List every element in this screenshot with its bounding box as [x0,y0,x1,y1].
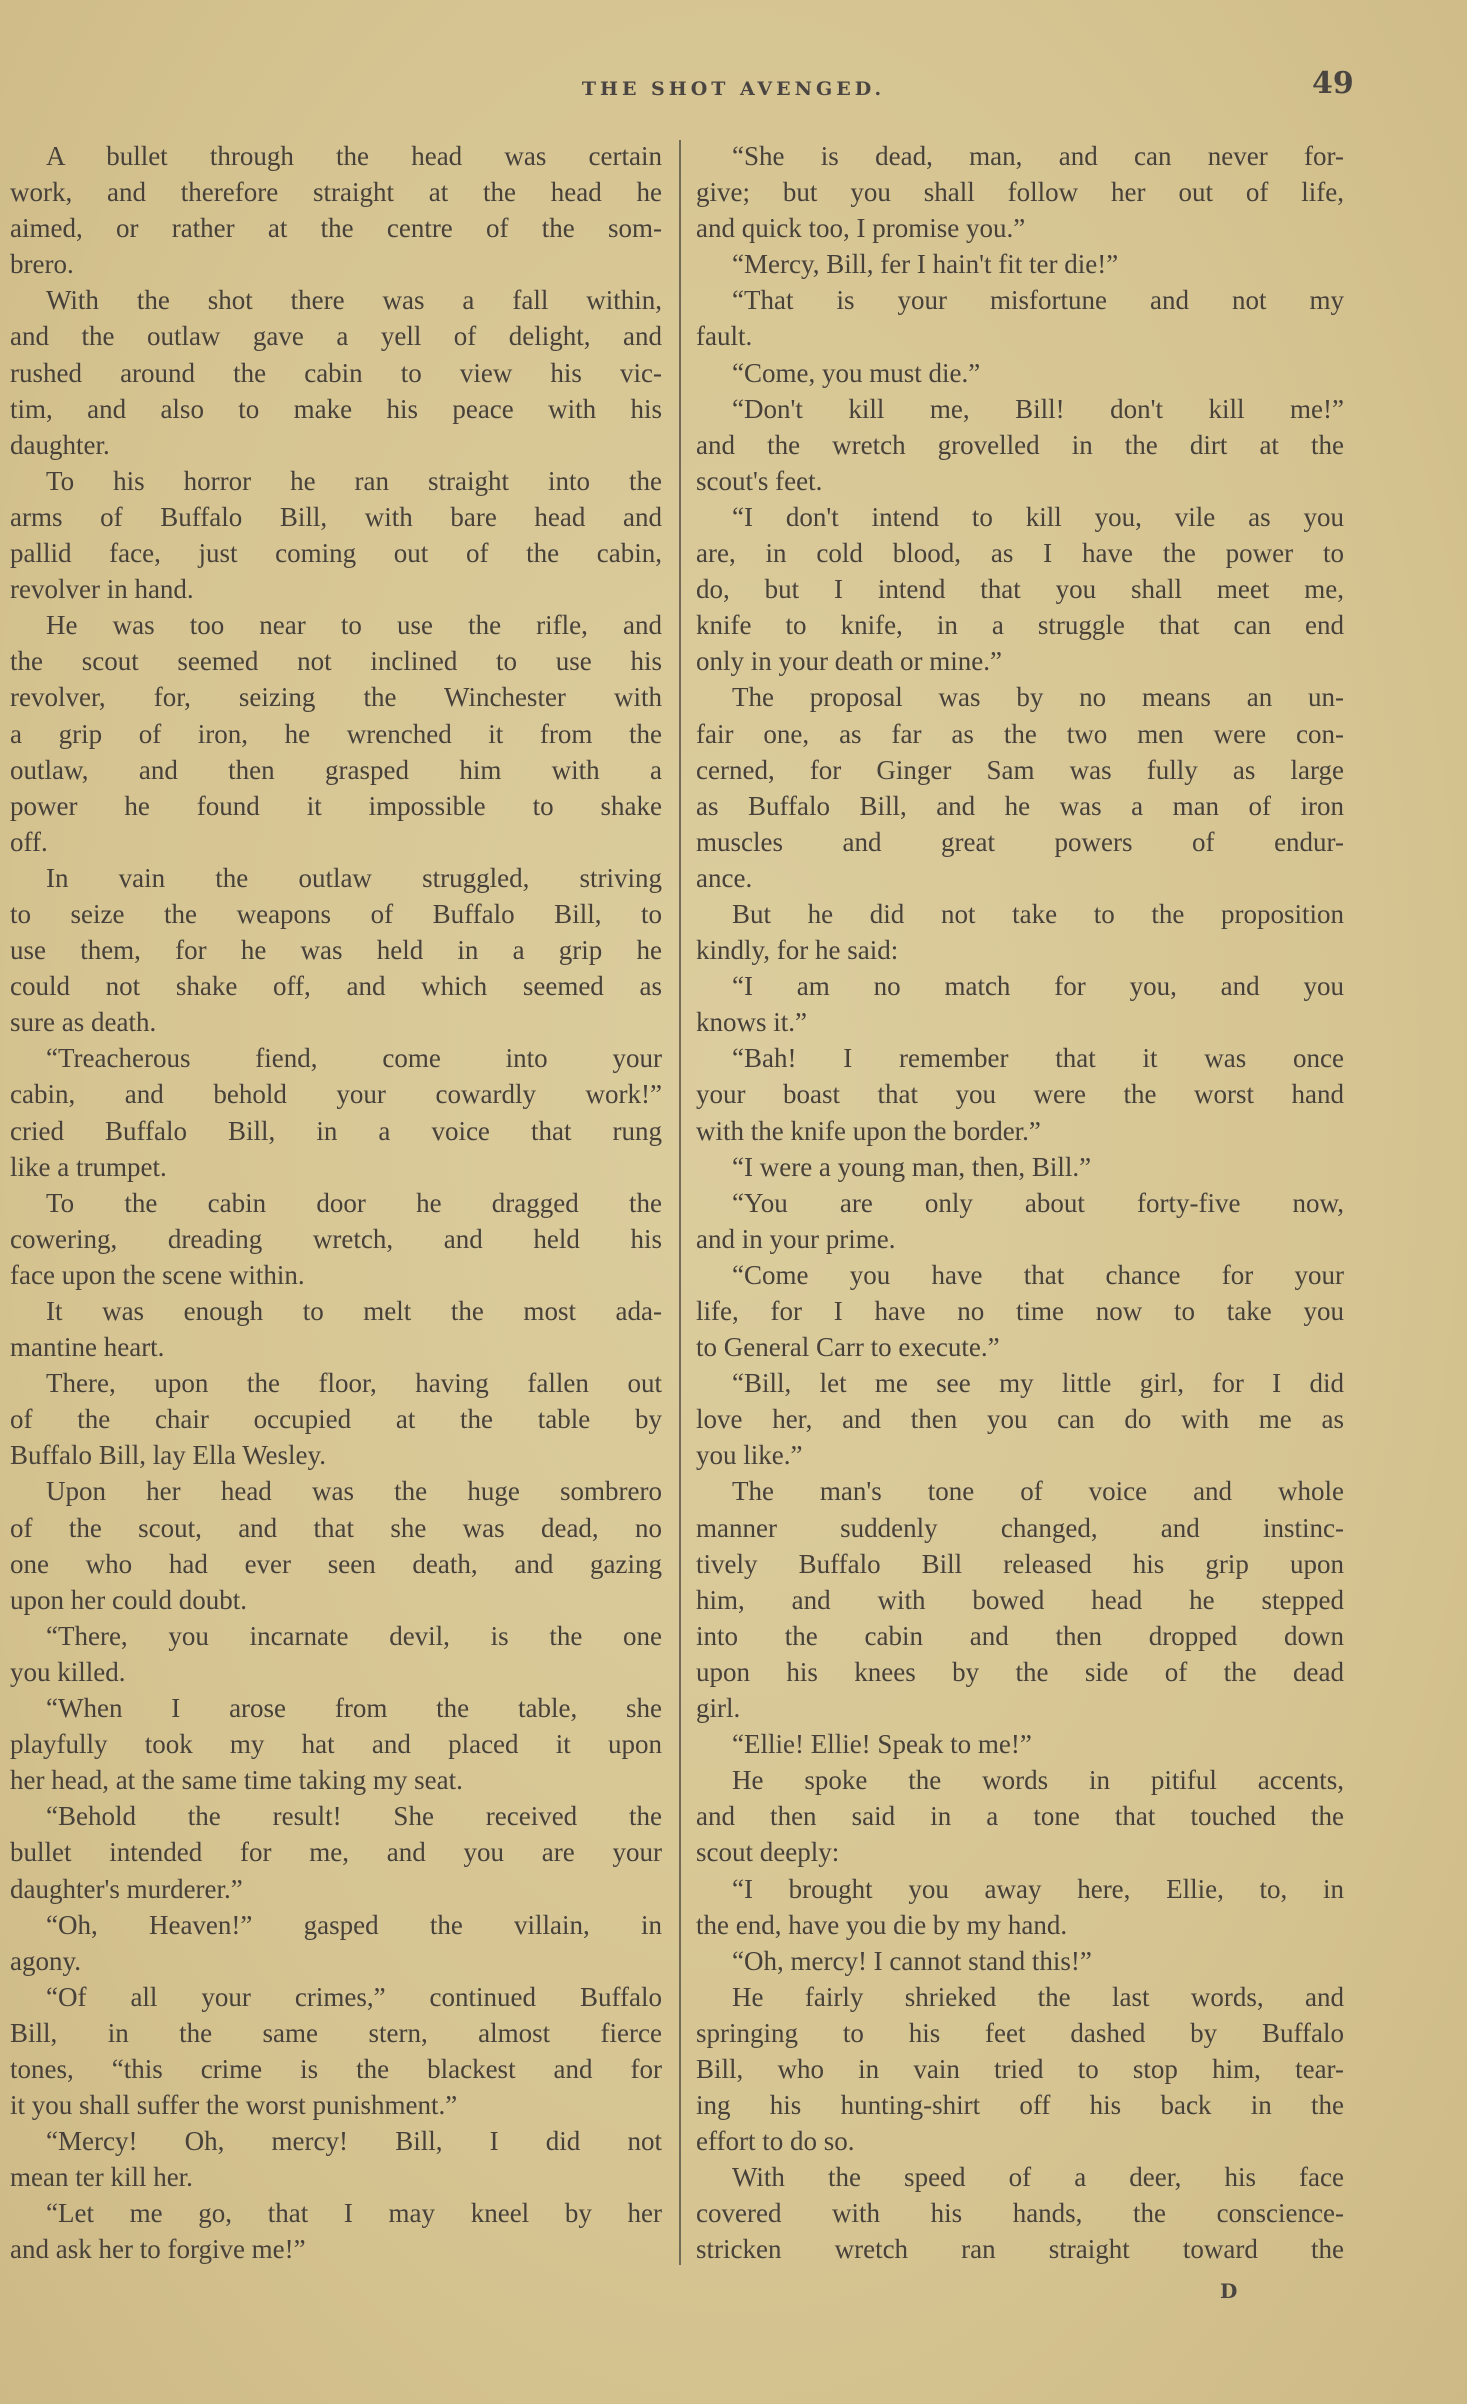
column-divider [679,140,681,2265]
text-line: arms of Buffalo Bill, with bare head and [10,501,662,532]
text-line: fair one, as far as the two men were con- [696,718,1344,749]
text-line: “I brought you away here, Ellie, to, in [732,1873,1344,1904]
text-line: fault. [696,321,753,352]
paragraph [696,679,1344,896]
paragraph [10,1040,662,1184]
text-line: mean ter kill her. [10,2162,193,2193]
text-line: “I were a young man, then, Bill.” [732,1151,1092,1182]
paragraph [10,2195,662,2267]
text-line: girl. [696,1693,741,1724]
text-line: “Treacherous fiend, come into your [46,1043,662,1074]
text-line: outlaw, and then grasped him with a [10,754,662,785]
text-line: bullet intended for me, and you are your [10,1837,662,1868]
text-line: A bullet through the head was certain [46,141,662,171]
text-line: “Behold the result! She received the [46,1801,662,1832]
text-line: brero. [10,249,74,280]
paragraph [10,1293,662,1365]
paragraph [696,1943,1344,1979]
paragraph [696,355,1344,391]
text-line: “Come you have that chance for your [732,1259,1344,1290]
paragraph [10,463,662,607]
text-line: him, and with bowed head he stepped [696,1584,1344,1615]
text-line: He spoke the words in pitiful accents, [732,1765,1344,1796]
text-line: playfully took my hat and placed it upon [10,1729,662,1760]
text-line: To his horror he ran straight into the [46,465,662,496]
text-line: “I am no match for you, and you [732,971,1344,1002]
text-line: “Let me go, that I may kneel by her [46,2198,662,2229]
text-line: aimed, or rather at the centre of the som- [10,213,662,244]
text-line: “Come, you must die.” [732,357,981,388]
text-line: covered with his hands, the conscience- [696,2198,1344,2229]
text-line: could not shake off, and which seemed as [10,971,662,1002]
text-line: cabin, and behold your cowardly work!” [10,1079,662,1110]
text-line: and in your prime. [696,1223,896,1254]
text-line: rushed around the cabin to view his vic- [10,357,662,388]
text-line: with the knife upon the border.” [696,1115,1041,1146]
left-column [10,138,662,2268]
paragraph [10,860,662,1040]
paragraph [696,1040,1344,1148]
text-line: of the chair occupied at the table by [10,1404,662,1435]
text-line: revolver in hand. [10,574,194,605]
text-line: of the scout, and that she was dead, no [10,1512,662,1543]
text-line: only in your death or mine.” [696,646,1002,677]
text-line: a grip of iron, he wrenched it from the [10,718,662,749]
paragraph [10,607,662,860]
text-line: and quick too, I promise you.” [696,213,1026,244]
text-line: sure as death. [10,1007,157,1038]
paragraph [696,968,1344,1040]
text-line: scout deeply: [696,1837,840,1868]
text-line: and ask her to forgive me!” [10,2234,306,2265]
text-line: “Don't kill me, Bill! don't kill me!” [732,393,1344,424]
running-title: THE SHOT AVENGED. [581,78,886,100]
text-line: knife to knife, in a struggle that can end [696,610,1344,641]
text-line: the end, have you die by my hand. [696,1909,1068,1940]
text-line: With the speed of a deer, his face [732,2162,1344,2193]
text-line: There, upon the floor, having fallen out [46,1368,662,1399]
text-line: upon her could doubt. [10,1584,247,1615]
text-line: tones, “this crime is the blackest and for [10,2053,662,2084]
paragraph [696,391,1344,499]
paragraph [10,1907,662,1979]
text-line: To the cabin door he dragged the [46,1187,662,1218]
text-line: use them, for he was held in a grip he [10,935,662,966]
text-line: pallid face, just coming out of the cabin, [10,538,662,569]
paragraph [10,2123,662,2195]
text-line: Bill, in the same stern, almost fierce [10,2017,662,2048]
text-line: to General Carr to execute.” [696,1332,1000,1363]
text-line: life, for I have no time now to take you [696,1296,1344,1326]
paragraph [696,138,1344,246]
text-line: and the outlaw gave a yell of delight, and [10,321,662,352]
paragraph [696,1365,1344,1473]
text-line: revolver, for, seizing the Winchester with [10,682,662,713]
text-line: It was enough to melt the most ada- [46,1296,662,1326]
paragraph [10,1473,662,1617]
text-line: But he did not take to the proposition [732,898,1344,929]
text-line: effort to do so. [696,2126,855,2157]
paragraph [696,1979,1344,2159]
text-line: In vain the outlaw struggled, striving [46,862,662,893]
text-line: do, but I intend that you shall meet me, [696,574,1344,605]
text-line: Bill, who in vain tried to stop him, tear- [696,2053,1344,2084]
text-line: With the shot there was a fall within, [46,285,662,316]
paragraph [696,1149,1344,1185]
text-line: “Bah! I remember that it was once [732,1043,1344,1074]
paragraph [696,1257,1344,1365]
text-line: “Of all your crimes,” continued Buffalo [46,1981,662,2012]
text-line: “I don't intend to kill you, vile as you [732,501,1344,532]
paragraph [696,282,1344,354]
text-line: “Oh, mercy! I cannot stand this!” [732,1945,1092,1976]
text-line: into the cabin and then dropped down [696,1620,1344,1651]
text-line: “That is your misfortune and not my [732,285,1344,316]
text-line: ance. [696,862,753,893]
paragraph [10,282,662,462]
text-line: cowering, dreading wretch, and held his [10,1223,662,1254]
paragraph [696,246,1344,282]
text-line: the scout seemed not inclined to use his [10,646,662,677]
text-line: power he found it impossible to shake [10,790,662,821]
text-line: off. [10,826,48,857]
text-line: upon his knees by the side of the dead [696,1656,1344,1687]
text-line: He fairly shrieked the last words, and [732,1981,1344,2012]
text-line: give; but you shall follow her out of life, [696,177,1344,208]
text-line: knows it.” [696,1007,807,1038]
signature-mark: D [1220,2279,1238,2303]
paragraph [696,1726,1344,1762]
text-line: you killed. [10,1656,126,1687]
paragraph [696,1762,1344,1870]
text-line: her head, at the same time taking my seat. [10,1765,463,1796]
text-line: “Bill, let me see my little girl, for I did [732,1368,1344,1399]
paragraph [696,499,1344,679]
text-line: “Mercy, Bill, fer I hain't fit ter die!” [732,249,1119,280]
text-line: “She is dead, man, and can never for- [732,141,1344,171]
paragraph [10,1365,662,1473]
text-line: it you shall suffer the worst punishment.” [10,2090,458,2121]
text-line: Upon her head was the huge sombrero [46,1476,662,1507]
text-line: manner suddenly changed, and instinc- [696,1512,1344,1543]
text-line: “Mercy! Oh, mercy! Bill, I did not [46,2126,662,2157]
text-line: He was too near to use the rifle, and [46,610,662,641]
text-line: and then said in a tone that touched the [696,1801,1344,1832]
text-line: ing his hunting-shirt off his back in the [696,2090,1344,2121]
text-line: are, in cold blood, as I have the power to [696,538,1344,569]
paragraph [696,1185,1344,1257]
text-line: springing to his feet dashed by Buffalo [696,2017,1344,2048]
text-line: face upon the scene within. [10,1259,305,1290]
text-line: kindly, for he said: [696,935,899,966]
text-line: daughter's murderer.” [10,1873,243,1904]
paragraph [10,1185,662,1293]
paragraph [696,1871,1344,1943]
text-line: one who had ever seen death, and gazing [10,1548,662,1579]
text-line: tively Buffalo Bill released his grip upon [696,1548,1344,1579]
text-line: as Buffalo Bill, and he was a man of iron [696,790,1344,821]
text-line: to seize the weapons of Buffalo Bill, to [10,898,662,929]
page-number: 49 [1312,66,1354,101]
text-line: “Oh, Heaven!” gasped the villain, in [46,1909,662,1940]
text-line: The man's tone of voice and whole [732,1476,1344,1507]
text-line: Buffalo Bill, lay Ella Wesley. [10,1440,327,1471]
text-line: mantine heart. [10,1332,165,1363]
text-line: your boast that you were the worst hand [696,1079,1344,1110]
text-line: “Ellie! Ellie! Speak to me!” [732,1729,1032,1760]
text-line: “You are only about forty-five now, [732,1187,1344,1218]
text-line: The proposal was by no means an un- [732,682,1344,713]
paragraph [696,896,1344,968]
text-line: cried Buffalo Bill, in a voice that rung [10,1115,662,1146]
paragraph [696,1473,1344,1726]
text-line: you like.” [696,1440,803,1471]
text-line: “There, you incarnate devil, is the one [46,1620,662,1651]
paragraph [10,1798,662,1906]
text-line: tim, and also to make his peace with his [10,393,662,424]
text-line: scout's feet. [696,465,823,496]
paragraph [10,138,662,282]
text-line: muscles and great powers of endur- [696,826,1344,857]
text-line: like a trumpet. [10,1151,167,1182]
text-line: and the wretch grovelled in the dirt at the [696,429,1344,460]
paragraph [10,1979,662,2123]
paragraph [10,1618,662,1690]
text-line: “When I arose from the table, she [46,1693,662,1724]
text-line: cerned, for Ginger Sam was fully as large [696,754,1344,785]
text-line: love her, and then you can do with me as [696,1404,1344,1435]
paragraph [10,1690,662,1798]
text-line: daughter. [10,429,110,460]
text-line: stricken wretch ran straight toward the [696,2234,1344,2265]
text-line: work, and therefore straight at the head he [10,177,662,208]
paragraph [696,2159,1344,2267]
text-line: agony. [10,1945,81,1976]
right-column [696,138,1344,2268]
